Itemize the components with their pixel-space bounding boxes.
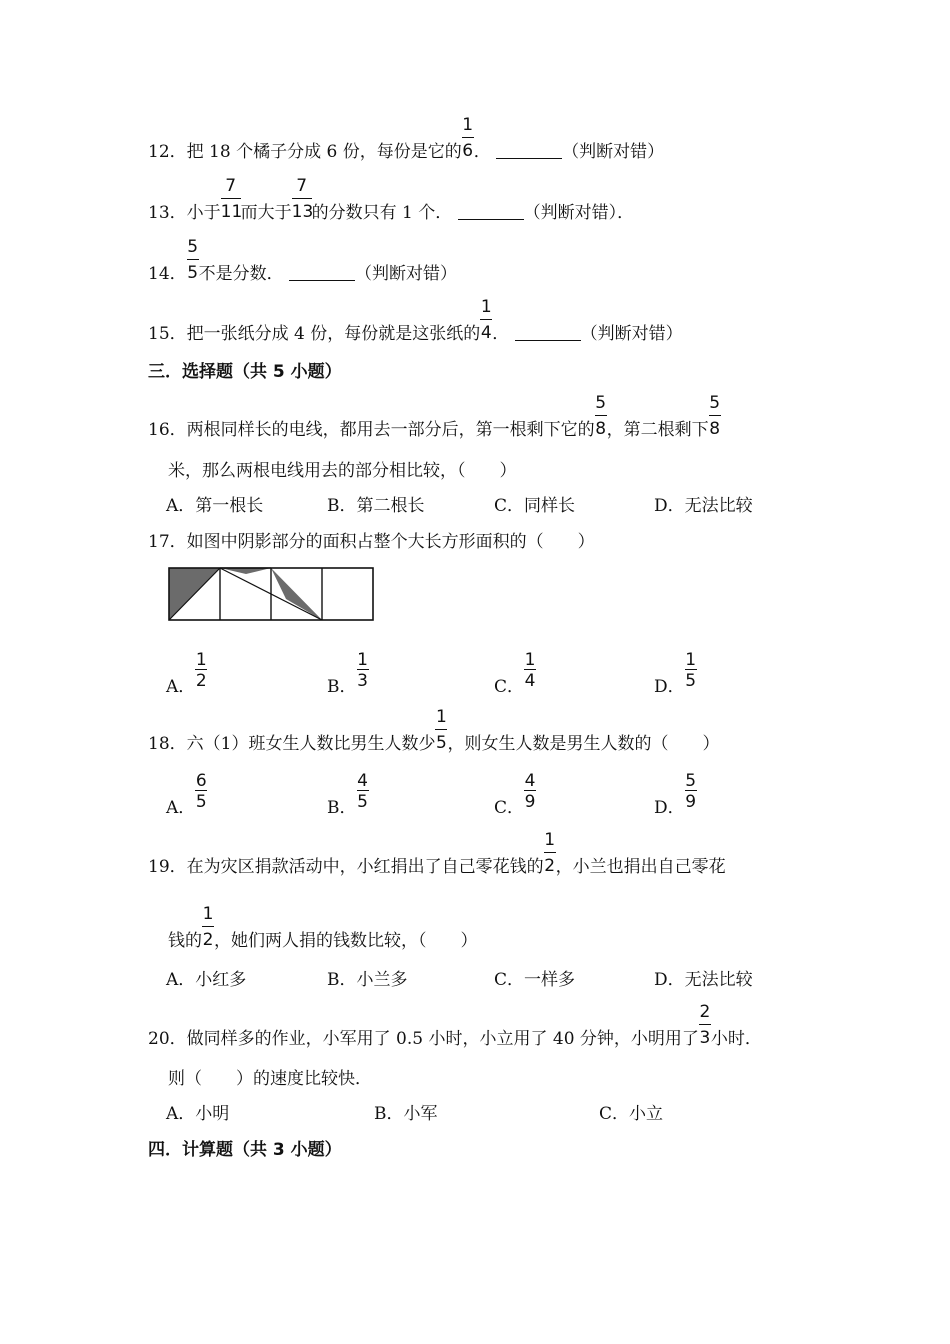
question-18: 18．六（1）班女生人数比男生人数少 $\frac{1}{5}$ ，则女生人数是男生人数的（ ） [148,707,720,754]
question-13: 13．小于 $\frac{7}{11}$ 而大于 $\frac{7}{13}$ 的分数只有 1 个． （判断对错）． [148,176,635,223]
section-title: 三．选择题（共 5 小题） [148,362,342,382]
option-b[interactable]: B． $\frac{4}{5}$ [327,771,368,818]
answer-blank[interactable] [458,203,524,220]
option-d[interactable]: D． $\frac{5}{9}$ [654,771,697,818]
fraction: $\frac{1}{6}$ [462,115,474,161]
option-c[interactable]: C．一样多 [494,970,576,990]
rectangle-figure [166,565,378,625]
answer-blank[interactable] [289,264,355,281]
option-c[interactable]: C． $\frac{1}{4}$ [494,650,536,697]
option-d[interactable]: D． $\frac{1}{5}$ [654,650,697,697]
question-17: 17．如图中阴影部分的面积占整个大长方形面积的（ ） [148,532,595,552]
question-20: 20．做同样多的作业，小军用了 0.5 小时，小立用了 40 分钟，小明用了 $\frac{2}{3}$ 小时． [148,1002,762,1049]
option-b[interactable]: B．小兰多 [327,970,408,990]
question-12: 12．把 18 个橘子分成 6 份，每份是它的 $\frac{1}{6}$ ． （判断对错） [148,115,665,162]
shaded-sliver [220,568,271,574]
question-19: 19．在为灾区捐款活动中，小红捐出了自己零花钱的 $\frac{1}{2}$ ，小兰也捐出自己零花 [148,830,726,877]
option-b[interactable]: B． $\frac{1}{3}$ [327,650,368,697]
option-c[interactable]: C． $\frac{4}{9}$ [494,771,536,818]
fraction: $\frac{1}{4}$ [480,297,492,343]
option-a[interactable]: A．第一根长 [166,496,264,516]
q12-text: 12．把 18 个橘子分成 6 份，每份是它的 [148,142,462,162]
fraction: $\frac{1}{5}$ [436,707,447,753]
option-c[interactable]: C．同样长 [494,496,576,516]
fraction: $\frac{1}{2}$ [544,830,556,876]
question-16: 16．两根同样长的电线，都用去一部分后，第一根剩下它的 $\frac{5}{8}$ ，第二根剩下 $\frac{5}{8}$ [148,393,721,440]
q19-line2: 钱的 $\frac{1}{2}$ ，她们两人捐的钱数比较，（ ） [168,904,478,951]
q16-line2: 米，那么两根电线用去的部分相比较，（ ） [168,461,517,481]
option-b[interactable]: B．第二根长 [327,496,425,516]
fraction: $\frac{2}{3}$ [699,1002,711,1048]
fraction: $\frac{7}{11}$ [220,176,243,222]
option-a[interactable]: A．小红多 [166,970,247,990]
fraction: $\frac{5}{5}$ [187,237,199,283]
question-14: 14． $\frac{5}{5}$ 不是分数． （判断对错） [148,237,458,284]
answer-blank[interactable] [515,324,581,341]
fraction: $\frac{7}{13}$ [291,176,314,222]
fraction: $\frac{5}{8}$ [595,393,607,439]
option-d[interactable]: D．无法比较 [654,970,753,990]
fraction: $\frac{5}{8}$ [709,393,721,439]
option-c[interactable]: C．小立 [599,1104,664,1124]
option-a[interactable]: A． $\frac{1}{2}$ [166,650,207,697]
answer-blank[interactable] [496,142,562,159]
shaded-triangle [271,568,322,620]
option-a[interactable]: A．小明 [166,1104,230,1124]
question-15: 15．把一张纸分成 4 份，每份就是这张纸的 $\frac{1}{4}$ ． （判断对错） [148,297,683,344]
option-b[interactable]: B．小军 [374,1104,438,1124]
option-a[interactable]: A． $\frac{6}{5}$ [166,771,207,818]
q20-line2: 则（ ）的速度比较快． [168,1069,372,1089]
fraction: $\frac{1}{2}$ [202,904,214,950]
option-d[interactable]: D．无法比较 [654,496,753,516]
section-title: 四．计算题（共 3 小题） [148,1140,342,1160]
